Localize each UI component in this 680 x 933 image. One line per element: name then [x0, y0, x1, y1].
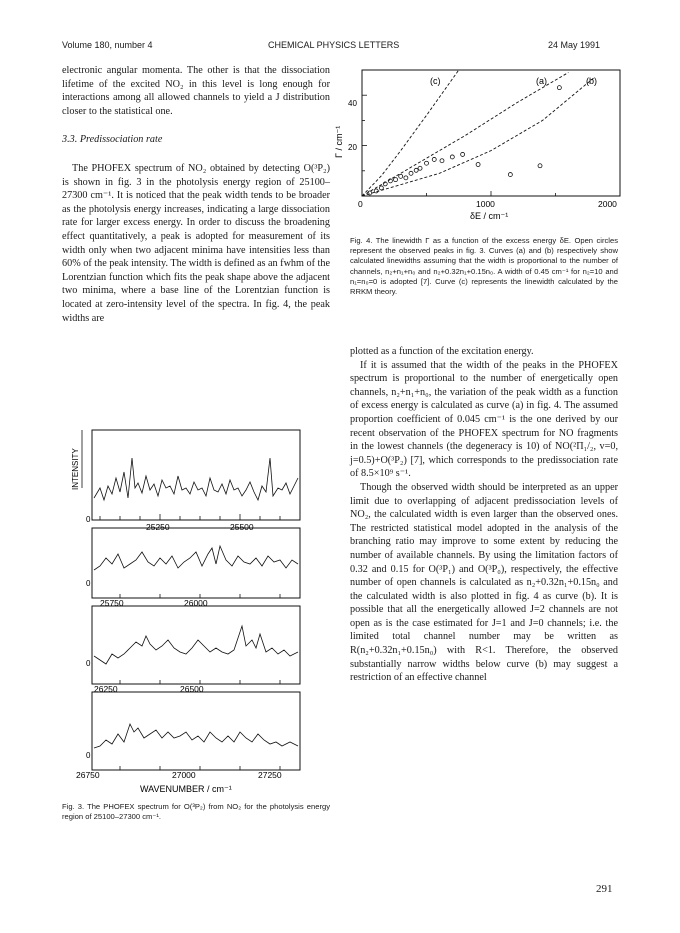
fig4-label-a: (a) [536, 76, 547, 86]
fig3-tick-2a: 25750 [100, 598, 124, 608]
fig3-tick-1b: 25500 [230, 522, 254, 532]
header-journal: CHEMICAL PHYSICS LETTERS [268, 40, 400, 50]
fig3-tick-4a: 26750 [76, 770, 100, 780]
fig3-ylabel: INTENSITY [71, 448, 80, 490]
fig3-caption: Fig. 3. The PHOFEX spectrum for O(³P₂) from NO₂ for the photolysis energy region of 25100–27300 cm⁻¹. [62, 802, 330, 822]
fig3-zero-1: 0 [86, 515, 91, 524]
fig3-zero-2: 0 [86, 579, 91, 588]
spectrum-trace-3 [94, 626, 298, 664]
right-paragraph-3: Though the observed width should be interpreted as an upper limit due to overlapping of adjacent predissociation levels of NO₂, the calculated width is even larger than the observed ones. The restricted statistical model adopted in the analysis of the branching ratio may improve to some extent by reducing the number of available channels. By using the limitation factors of 0.32 and 0.15 for O(³P₁) and O(³P₀), respectively, the effective number of open channels is calculated as n₂+0.32n₁+0.15n₀ and the calculated width is also plotted in fig. 4 as curve (b). It is possible that all the energetically allowed J=2 channels are not open as is the case estimated for J=1 and J=0 channels; i.e. the limited total channel number may be written as R(n₂+0.32n₁+0.15n₀) with R<1. Therefore, the observed substantially narrow widths below curve (b) may suggest a restriction of an effective channel [350, 481, 618, 684]
fig3-tick-3b: 26500 [180, 684, 204, 694]
figure-3-spectrum [60, 428, 320, 828]
left-column [62, 64, 330, 325]
fig4-data-point [440, 159, 444, 163]
fig4-ytick-40: 40 [348, 99, 357, 108]
figure-4-chart [334, 66, 624, 226]
fig3-tick-4b: 27000 [172, 770, 196, 780]
fig4-data-point [450, 155, 454, 159]
fig4-xtick-0: 0 [358, 199, 363, 209]
fig3-tick-2b: 26000 [184, 598, 208, 608]
section-heading: 3.3. Predissociation rate [62, 134, 163, 146]
fig4-caption: Fig. 4. The linewidth Γ as a function of the excess energy δE. Open circles represent the observed peaks in fig. 3. Curves (a) and (b) respectively show calculated linewidths assuming that the width is proportional to the number of channels, n₂+n₁+n₀ and n₂+0.32n₁+0.15n₀. A width of 0.45 cm⁻¹ for n₂=10 and n₁=n₀=0 is adopted [7]. Curve (c) represents the linewidth calculated by the RRKM theory. [350, 236, 618, 297]
left-paragraph-2: The PHOFEX spectrum of NO₂ obtained by detecting O(³P₂) is shown in fig. 3 in the photolysis energy region of 25100–27300 cm⁻¹. It is noticed that the peak width tends to be broader as the photolysis energy increases, indicating a large dissociation rate for larger excess energy. In order to discuss the broadening effect quantitatively, a peak is adopted for measurement of its width only when two adjacent minima have intensities less than 60% of the peak intensity. The width is defined as an fwhm of the Lorentzian function which fits the peak shape above the adjacent two minima, where a base line of the Lorentzian function is located at zero-intensity level of the spectra. In fig. 4, the peak widths are [62, 162, 330, 324]
fig4-data-point [409, 171, 413, 175]
header-volume: Volume 180, number 4 [62, 40, 153, 50]
fig4-data-point [432, 157, 436, 161]
fig4-curve-c [362, 70, 459, 196]
fig4-ytick-20: 20 [348, 143, 357, 152]
fig3-zero-3: 0 [86, 659, 91, 668]
fig3-xlabel: WAVENUMBER / cm⁻¹ [140, 784, 232, 794]
right-paragraph-1: plotted as a function of the excitation energy. [350, 346, 534, 357]
fig4-data-point [379, 186, 383, 190]
fig4-xtick-1000: 1000 [476, 199, 495, 209]
fig4-data-point [399, 174, 403, 178]
fig3-tick-3a: 26250 [94, 684, 118, 694]
spectrum-trace-1 [94, 458, 298, 500]
fig4-label-b: (b) [586, 76, 597, 86]
fig3-tick-4c: 27250 [258, 770, 282, 780]
fig4-data-point [418, 166, 422, 170]
fig4-data-point [557, 86, 561, 90]
spectrum-trace-2 [94, 546, 298, 570]
fig4-data-point [374, 189, 378, 193]
right-column [350, 345, 618, 685]
page-number: 291 [596, 883, 613, 895]
left-paragraph-1: electronic angular momenta. The other is that the dissociation lifetime of the excited NO₂ in this level is long enough for interactions among all allowed channels to yield a J distribution closer to the statistical one. [62, 65, 330, 117]
fig4-data-point [394, 178, 398, 182]
fig4-data-point [461, 152, 465, 156]
fig3-tick-1a: 25250 [146, 522, 170, 532]
fig4-xlabel: δE / cm⁻¹ [470, 211, 509, 221]
spectrum-trace-4 [94, 724, 298, 748]
right-paragraph-2: If it is assumed that the width of the peaks in the PHOFEX spectrum is proportional to the number of energetically open channels, n₂+n₁+n₀, the variation of the peak width as a function of excess energy is calculated as curve (a) in fig. 4. The assumed proportion coefficient of 0.045 cm⁻¹ is the one derived by our recent observation of the PHOFEX spectrum for NO fragments in the lowest channels (the degeneracy is 10) of NO(²Π₁/₂, v=0, j=0.5)+O(³P₂) [7], which corresponds to the predissociation rate of 8.5×10⁹ s⁻¹. [350, 359, 618, 480]
fig4-data-point [404, 176, 408, 180]
fig4-data-point [476, 163, 480, 167]
header-date: 24 May 1991 [548, 40, 601, 50]
fig4-data-point [508, 173, 512, 177]
fig3-zero-4: 0 [86, 751, 91, 760]
fig4-xtick-2000: 2000 [598, 199, 617, 209]
fig4-ylabel: Γ / cm⁻¹ [334, 125, 344, 158]
fig4-frame [362, 70, 620, 196]
fig4-data-point [538, 164, 542, 168]
fig4-data-point [368, 191, 372, 195]
fig4-data-point [425, 161, 429, 165]
fig4-label-c: (c) [430, 76, 441, 86]
fig4-data-point [414, 168, 418, 172]
fig4-curve-a [362, 73, 568, 196]
